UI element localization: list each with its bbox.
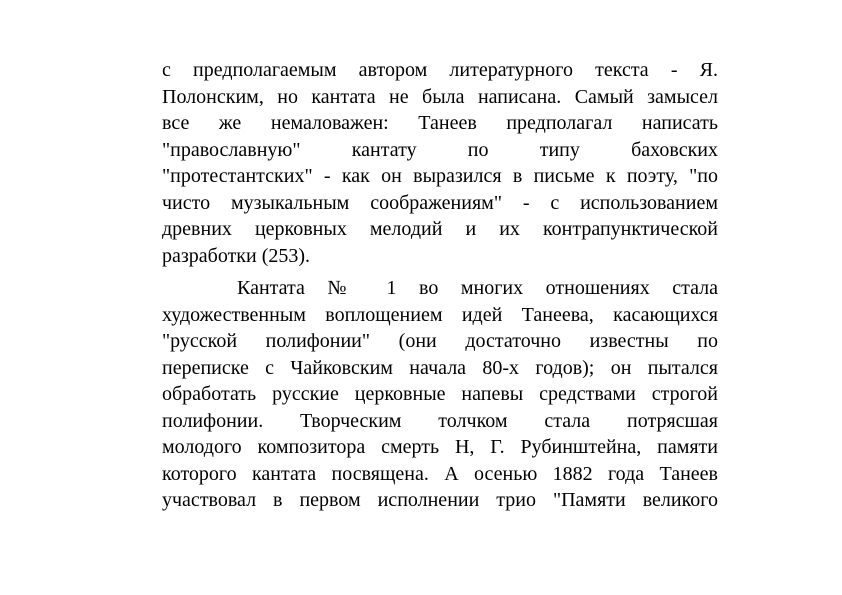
text-line: молодого композитора смерть Н, Г. Рубинштейна, памяти xyxy=(162,436,718,458)
text-line: древних церковных мелодий и их контрапунктической xyxy=(162,218,718,240)
paragraph-2 xyxy=(162,275,718,514)
text-line: Кантата № 1 во многих отношениях стала xyxy=(237,277,718,299)
text-line: все же немаловажен: Танеев предполагал написать xyxy=(162,112,718,134)
text-line: разработки (253). xyxy=(162,244,311,267)
text-line: художественным воплощением идей Танеева, касающихся xyxy=(162,303,718,326)
text-line: участвовал в первом исполнении трио "Памяти великого xyxy=(162,489,718,511)
text-line: "русской полифонии" (они достаточно известны по xyxy=(162,330,718,352)
paragraph-1 xyxy=(162,57,718,269)
text-line: с предполагаемым автором литературного текста - Я. xyxy=(162,59,718,81)
text-line: полифонии. Творческим толчком стала потрясшая xyxy=(162,409,718,432)
text-line: которого кантата посвящена. А осенью 1882 года Танеев xyxy=(162,462,718,485)
text-line: Полонским, но кантата не была написана. Самый замысел xyxy=(162,85,718,108)
text-line: "протестантских" - как он выразился в письме к поэту, "по xyxy=(162,165,718,187)
text-block xyxy=(162,57,718,514)
text-line: "православную" кантату по типу баховских xyxy=(162,138,718,161)
text-line: обработать русские церковные напевы средствами строгой xyxy=(162,383,718,405)
text-line: переписке с Чайковским начала 80-х годов); он пытался xyxy=(162,356,718,379)
text-line: чисто музыкальным соображениям" - с использованием xyxy=(162,191,718,214)
